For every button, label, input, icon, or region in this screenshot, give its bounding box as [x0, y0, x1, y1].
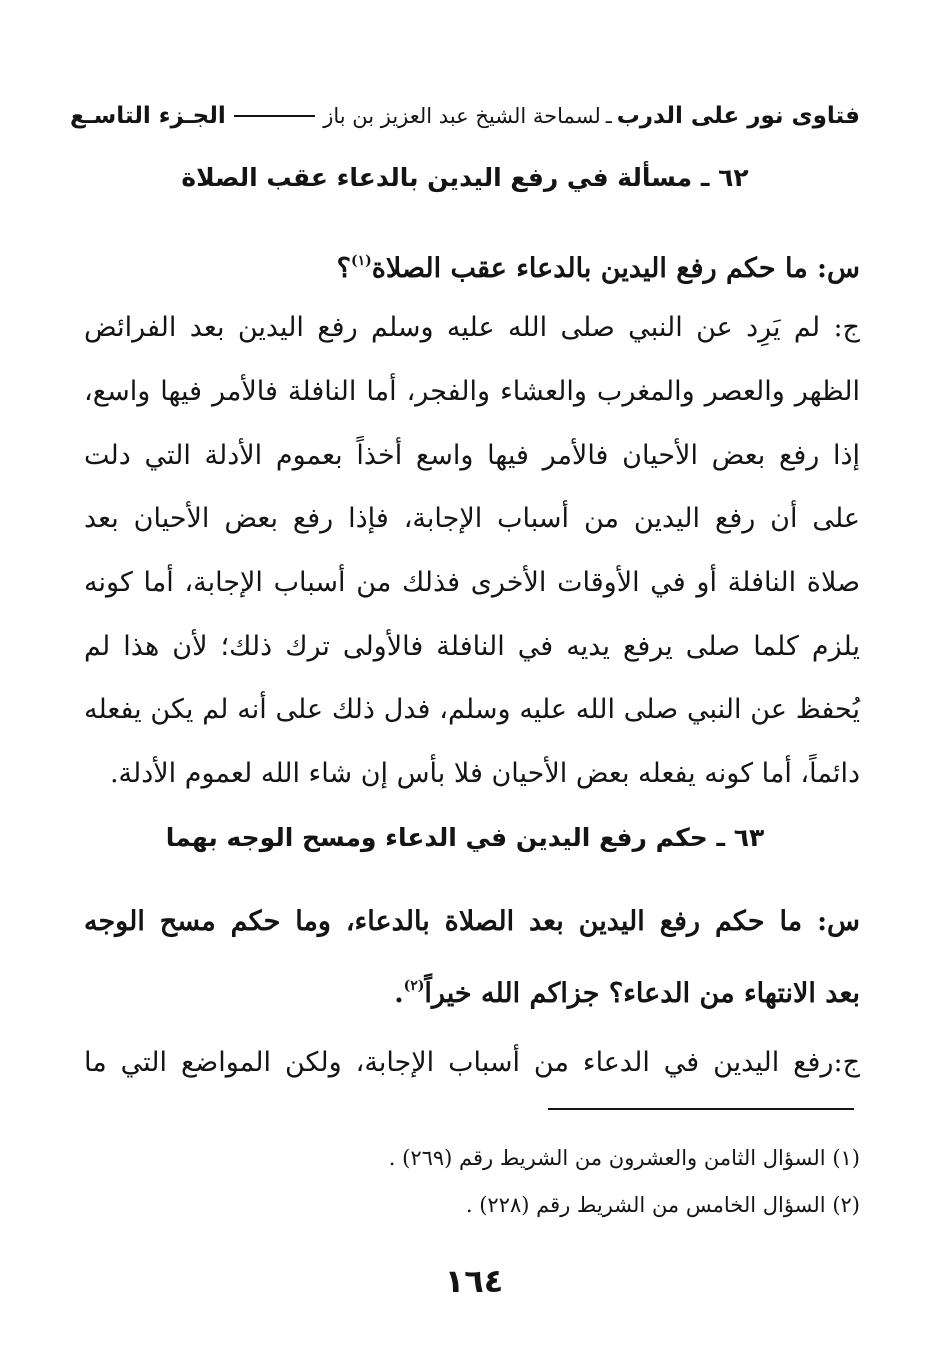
- answer-62-line-6: يلزم كلما صلى يرفع يديه في النافلة فالأولى ترك ذلك؛ لأن هذا لم: [84, 631, 860, 662]
- answer-62-line-1: ج: لم يَرِد عن النبي صلى الله عليه وسلم رفع اليدين بعد الفرائض: [84, 312, 860, 343]
- question-62-text: س: ما حكم رفع اليدين بالدعاء عقب الصلاة: [371, 253, 860, 284]
- question-63-line-1: س: ما حكم رفع اليدين بعد الصلاة بالدعاء، وما حكم مسح الوجه: [84, 906, 860, 937]
- footnote-ref-2: (٢): [403, 978, 425, 994]
- answer-62-line-7: يُحفظ عن النبي صلى الله عليه وسلم، فدل ذلك على أنه لم يكن يفعله: [84, 694, 860, 725]
- header-separator: ـ: [605, 104, 612, 128]
- question-63-line-2-text: بعد الانتهاء من الدعاء؟ جزاكم الله خيراً: [424, 978, 860, 1009]
- footnote-2: (٢) السؤال الخامس من الشريط رقم (٢٢٨) .: [465, 1193, 860, 1217]
- answer-62-line-5: صلاة النافلة أو في الأوقات الأخرى فذلك من أسباب الإجابة، أما كونه: [84, 567, 860, 598]
- question-62: [84, 239, 860, 291]
- header-book-title: فتاوى نور على الدرب: [616, 103, 860, 129]
- section-62-title: ٦٢ ـ مسألة في رفع اليدين بالدعاء عقب الصلاة: [181, 163, 749, 192]
- answer-62-line-8: دائماً، أما كونه يفعله بعض الأحيان فلا بأس إن شاء الله لعموم الأدلة.: [109, 758, 860, 789]
- section-63-title: ٦٣ ـ حكم رفع اليدين في الدعاء ومسح الوجه بهما: [165, 823, 765, 852]
- header-rule: [234, 115, 315, 117]
- page-number: ١٦٤: [444, 1262, 504, 1300]
- answer-62-line-3: إذا رفع بعض الأحيان فالأمر فيها واسع أخذاً بعموم الأدلة التي دلت: [84, 440, 860, 471]
- question-63-line-2: [84, 964, 860, 1016]
- answer-62-line-2: الظهر والعصر والمغرب والعشاء والفجر، أما النافلة فالأمر فيها واسع،: [84, 376, 860, 407]
- question-63-end: .: [394, 978, 404, 1009]
- header-part: الجـزء التاسـع: [70, 103, 226, 129]
- question-62-end: ؟: [336, 253, 351, 284]
- footnote-ref-1: (١): [350, 253, 372, 269]
- footnote-separator: [548, 1108, 854, 1110]
- answer-62-line-4: على أن رفع اليدين من أسباب الإجابة، فإذا رفع بعض الأحيان بعد: [84, 503, 860, 534]
- footnote-1: (١) السؤال الثامن والعشرون من الشريط رقم (٢٦٩) .: [388, 1146, 860, 1170]
- header-author: لسماحة الشيخ عبد العزيز بن باز: [323, 104, 601, 128]
- running-header: [70, 96, 860, 136]
- answer-63-line-1: ج:رفع اليدين في الدعاء من أسباب الإجابة، ولكن المواضع التي ما: [84, 1047, 860, 1078]
